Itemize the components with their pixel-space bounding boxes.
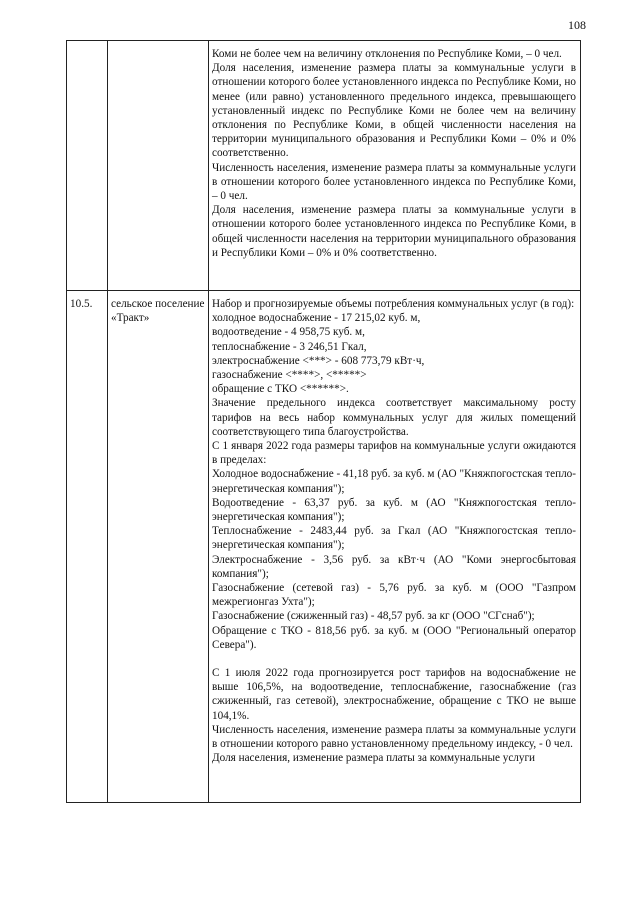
paragraph: Коми не более чем на величину отклонения по Республике Коми, – 0 чел. [212, 48, 562, 60]
paragraph: С 1 января 2022 года размеры тарифов на коммунальные услуги ожидаются в пределах: [212, 440, 576, 467]
paragraph: обращение с ТКО <******>. [212, 383, 349, 396]
paragraph: Холодное водоснабжение - 41,18 руб. за куб. м (АО "Княжпогостская тепло-энергетическая компания"); [212, 468, 576, 495]
paragraph: Численность населения, изменение размера платы за коммунальные услуги в отношении которого равно установленному предельному индексу, - 0 чел. [212, 723, 576, 751]
paragraph: Доля населения, изменение размера платы за коммунальные услуги в отношении которого более установленного индекса по Республике Коми, в общей численности населения на территории муниципального образования и Республики Коми – 0% и 0% соответственно. [212, 204, 576, 259]
paragraph: Обращение с ТКО - 818,56 руб. за куб. м (ООО "Региональный оператор Севера"). [212, 624, 576, 651]
paragraph: Набор и прогнозируемые объемы потребления коммунальных услуг (в год): [212, 298, 575, 310]
paragraph-spacer [212, 652, 576, 666]
column-divider [107, 41, 108, 802]
paragraph: Водоотведение - 63,37 руб. за куб. м (АО "Княжпогостская тепло-энергетическая компания"); [212, 496, 576, 524]
paragraph: теплоснабжение - 3 246,51 Гкал, [212, 340, 367, 353]
paragraph: Доля населения, изменение размера платы за коммунальные услуги [212, 752, 536, 765]
row-divider [67, 290, 580, 291]
page-number: 108 [568, 18, 586, 32]
row-1-content [212, 47, 576, 260]
paragraph: Численность населения, изменение размера платы за коммунальные услуги в отношении которого более установленного индекса по Республике Коми, – 0 чел. [212, 161, 576, 203]
paragraph: водоотведение - 4 958,75 куб. м, [212, 326, 365, 339]
tariff-table [66, 40, 581, 803]
paragraph: электроснабжение <***> - 608 773,79 кВт·ч, [212, 354, 425, 367]
row-2-content [212, 297, 576, 766]
column-divider [208, 41, 209, 802]
paragraph: холодное водоснабжение - 17 215,02 куб. м, [212, 312, 421, 325]
paragraph: Газоснабжение (сетевой газ) - 5,76 руб. за куб. м (ООО "Газпром межрегионгаз Ухта"); [212, 582, 576, 609]
paragraph: газоснабжение <****>, <*****> [212, 369, 367, 382]
paragraph: Электроснабжение - 3,56 руб. за кВт·ч (АО "Коми энергосбытовая компания"); [212, 553, 576, 580]
paragraph: С 1 июля 2022 года прогнозируется рост тарифов на водоснабжение не выше 106,5%, на водоотведение, теплоснабжение, газоснабжение (газ сжиженный, газ сетевой), электроснабжение, обращение с ТКО не выше 104,1%. [212, 667, 576, 722]
row-number: 10.5. [70, 298, 93, 310]
paragraph: Газоснабжение (сжиженный газ) - 48,57 руб. за кг (ООО "СГснаб"); [212, 610, 535, 623]
settlement-name: сельское поселение «Тракт» [111, 298, 205, 325]
paragraph: Теплоснабжение - 2483,44 руб. за Гкал (АО "Княжпогостская тепло-энергетическая компания"); [212, 525, 576, 552]
paragraph: Доля населения, изменение размера платы за коммунальные услуги в отношении которого более установленного индекса по Республике Коми, но менее (или равно) установленного предельного индекса, превышающего установленный индекс по Республике Коми не более чем на величину отклонения по Республике Коми, в общей численности населения на территории муниципального образования и Республики Коми – 0% и 0% соответственно. [212, 62, 576, 160]
paragraph: Значение предельного индекса соответствует максимальному росту тарифов на весь набор коммунальных услуг для жилых помещений соответствующего типа благоустройства. [212, 397, 576, 438]
